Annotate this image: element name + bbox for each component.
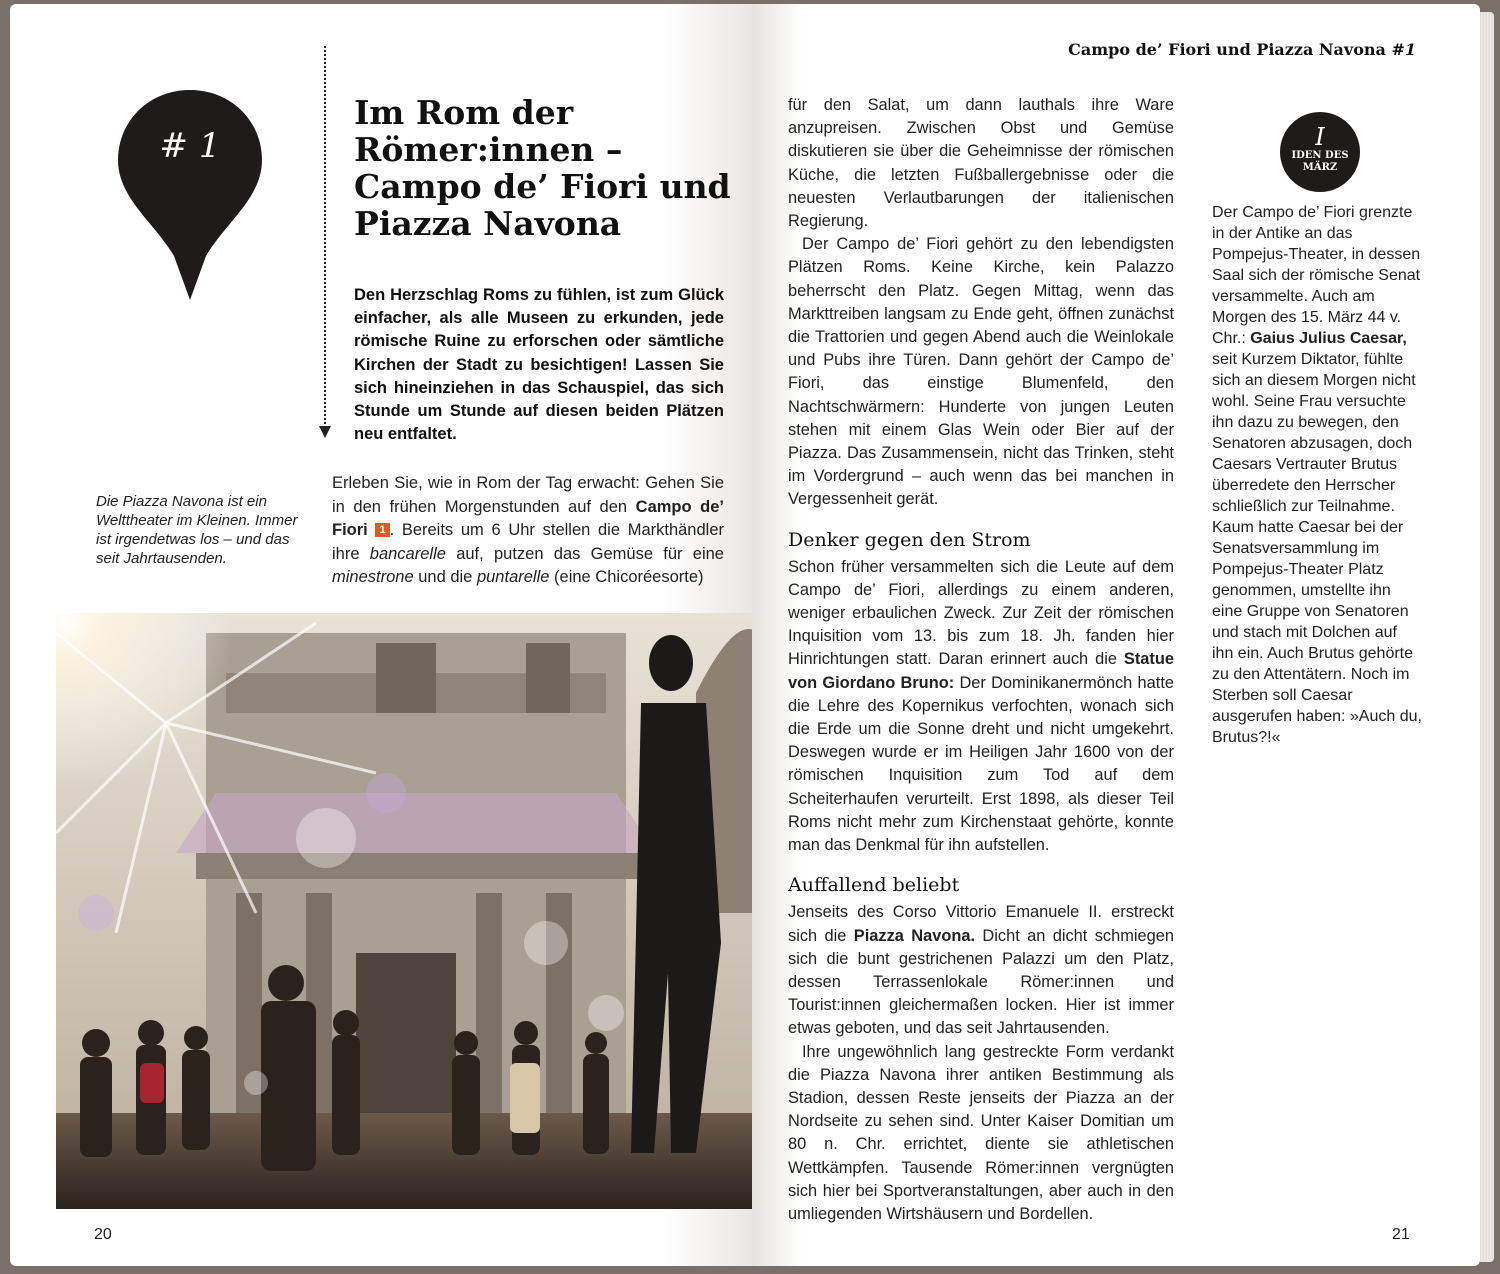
bold-term: Gaius Julius Caesar,: [1250, 330, 1407, 347]
paragraph: Der Campo de’ Fiori gehört zu den lebendigsten Plätzen Roms. Keine Kirche, kein Palazzo beherrscht den Platz. Gegen Mittag, wenn das Markttreiben langsam zu Ende geht, öffnen zunächst die Trattorien und gegen Abend auch die Weinlokale und Pubs ihre Türen. Dann gehört der Campo de’ Fiori, das einstige Blumenfeld, den Nachtschwärmern: Hunderte von jungen Leuten stehen mit einem Glas Wein oder Bier auf der Piazza. Das Zusammensein, nicht das Trinken, steht im Vordergrund – auch wenn das bei manchen in Vergessenheit gerät.: [788, 235, 1174, 509]
piazza-photo: [56, 613, 752, 1209]
body-paragraph-start: [332, 472, 724, 590]
body-text: Erleben Sie, wie in Rom der Tag erwacht: Gehen Sie in den frühen Morgenstunden auf den: [332, 474, 724, 516]
running-head: [1032, 40, 1416, 59]
main-column: [788, 94, 1174, 1226]
paragraph: für den Salat, um dann lauthals ihre Ware anzupreisen. Zwischen Obst und Gemüse diskutieren sie über die Geheimnisse der römischen Küche, die letzten Fußballergebnisse oder die neuesten Verlautbarungen der italienischen Regierung.: [788, 96, 1174, 231]
italic-term: puntarelle: [476, 568, 550, 587]
body-text: und die: [418, 568, 473, 587]
right-page: [752, 4, 1480, 1266]
bold-term: Piazza Navona.: [853, 926, 976, 945]
body-text: auf, putzen das Gemüse für eine: [456, 544, 724, 563]
body-text: Jenseits des Corso Vittorio Emanuele II. erstreckt sich die: [788, 903, 1174, 945]
body-text: . Bereits um 6 Uhr stellen die Markthändler ihre: [332, 521, 724, 563]
running-head-title: Campo de’ Fiori und Piazza Navona: [1068, 40, 1386, 59]
section-heading: Auffallend beliebt: [788, 874, 960, 897]
italic-term: bancarelle: [369, 544, 446, 563]
badge-text: IDEN DES MÄRZ: [1291, 150, 1349, 173]
page-number: 21: [1392, 1226, 1410, 1243]
body-text: (eine Chicoréesorte): [554, 568, 704, 587]
body-text: seit Kurzem Diktator, fühlte sich an diesem Morgen nicht wohl. Seine Frau versuchte ihn dazu zu bewegen, den Senatoren abzusagen, doch Caesars Vertrauter Brutus überredete den Herrscher schließlich zur Teilnahme. Kaum hatte Caesar bei der Senatsversammlung im Pompejus-Theater Platz genommen, umstellte ihn eine Gruppe von Senatoren und stach mit Dolchen auf ihn ein. Auch Brutus gehörte zu den Attentätern. Noch im Sterben soll Caesar ausgerufen haben: »Auch du, Brutus?!«: [1212, 351, 1422, 746]
chapter-number: # 1: [159, 126, 221, 166]
paragraph: [788, 556, 1174, 858]
paragraph: [788, 901, 1174, 1040]
running-head-number: #1: [1391, 40, 1416, 59]
body-text: Dicht an dicht schmiegen sich die bunt gestrichenen Palazzi um den Platz, dessen Terrassenlokale Römer:innen und Tourist:innen gleichermaßen locken. Hier ist immer etwas geboten, und das seit Jahrtausenden.: [788, 926, 1174, 1038]
chapter-title: [354, 94, 734, 242]
lead-paragraph: Den Herzschlag Roms zu fühlen, ist zum Glück einfacher, als alle Museen zu erkunden, jede römische Ruine zu erforschen oder sämtliche Kirchen der Stadt zu besichtigen! Lassen Sie sich hineinziehen in das Schauspiel, das sich Stunde um Stunde auf diesen beiden Plätzen neu entfaltet.: [354, 286, 724, 444]
bold-term: Statue von Giordano Bruno:: [788, 650, 1174, 692]
italic-term: minestrone: [332, 568, 414, 587]
badge-number: I: [1315, 123, 1325, 151]
photo-caption: Die Piazza Navona ist ein Welttheater im Kleinen. Immer ist irgendetwas los – und das seit Jahrtausenden.: [96, 493, 298, 567]
map-marker-badge: 1: [375, 523, 389, 537]
title-bold: Campo de’ Fiori und Piazza Navona: [354, 167, 731, 243]
iden-des-maerz-badge: [1280, 112, 1360, 192]
page-number: 20: [94, 1226, 112, 1243]
open-book: [4, 4, 1496, 1270]
place-name: Campo de’ Fiori: [332, 497, 724, 540]
left-page: [10, 4, 752, 1266]
paragraph: Ihre ungewöhnlich lang gestreckte Form verdankt die Piazza Navona ihrer antiken Bestimmung als Stadion, dessen Reste jenseits der Piazza an der Nordseite zu sehen sind. Unter Kaiser Domitian um 80 n. Chr. errichtet, diente sie athletischen Wettkämpfen. Tausende Römer:innen vergnügten sich hier bei Sportveranstaltungen, aber auch in den umliegenden Wirtshäusern und Bordellen.: [788, 1042, 1174, 1223]
body-text: Schon früher versammelten sich die Leute auf dem Campo de’ Fiori, allerdings zu einem anderen, weniger erbaulichen Zweck. Zur Zeit der römischen Inquisition vom 13. bis zum 18. Jh. fanden hier Hinrichtungen statt. Daran erinnert auch die: [788, 557, 1174, 669]
section-heading: Denker gegen den Strom: [788, 528, 1031, 551]
page-edges: [1480, 12, 1494, 1262]
dotted-divider: [324, 46, 326, 436]
title-regular: Im Rom der Römer:innen –: [354, 93, 623, 169]
location-pin-icon: [114, 86, 266, 306]
sidebar-column: [1212, 202, 1422, 748]
arrow-down-icon: [319, 426, 331, 438]
body-text: Der Dominikanermönch hatte die Lehre des Kopernikus verfochten, wonach sich die Erde um die Sonne dreht und nicht umgekehrt. Deswegen wurde er im Heiligen Jahr 1600 von der römischen Inquisition zum Tod auf dem Scheiterhaufen verurteilt. Erst 1898, als dieser Teil Roms nicht mehr zum Kirchenstaat gehörte, konnte man das Denkmal für ihn aufstellen.: [788, 673, 1174, 855]
body-text: Der Campo de’ Fiori grenzte in der Antike an das Pompejus-Theater, in dessen Saal sich der römische Senat versammelte. Auch am Morgen des 15. März 44 v. Chr.:: [1212, 204, 1421, 347]
